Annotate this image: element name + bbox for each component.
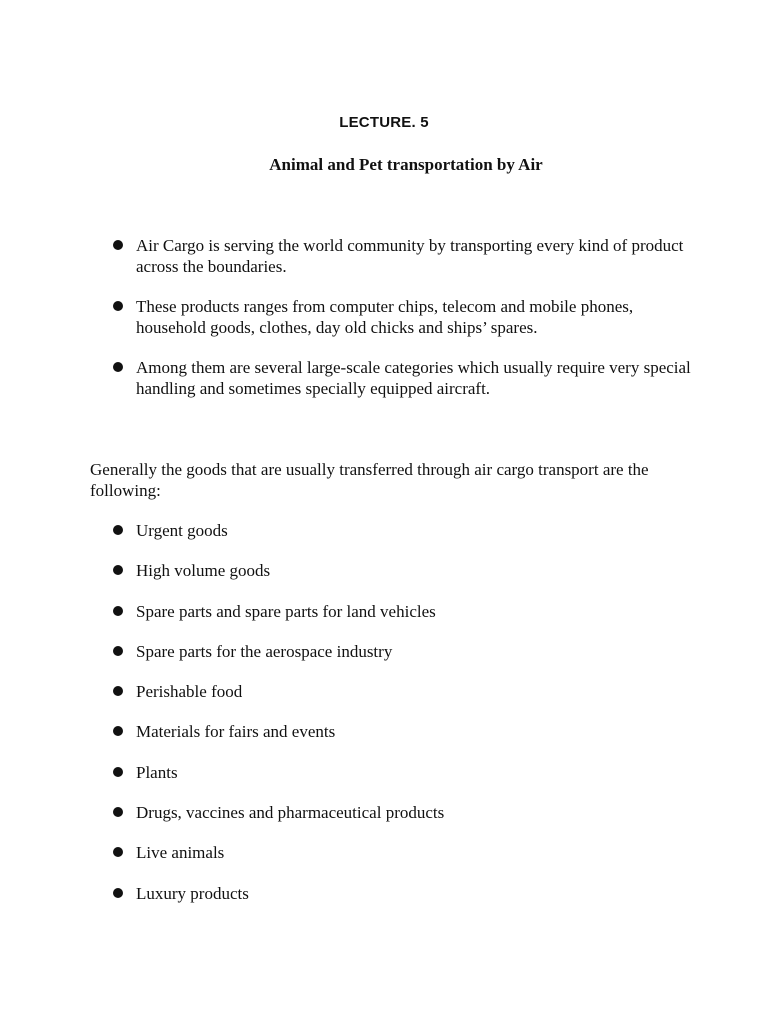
bullet-icon — [113, 525, 123, 535]
bullet-icon — [113, 767, 123, 777]
goods-intro-paragraph: Generally the goods that are usually transferred through air cargo transport are the following: — [90, 460, 649, 500]
intro-bullet-item — [113, 357, 693, 399]
goods-list-item — [113, 762, 693, 783]
intro-bullet-item — [113, 296, 693, 338]
goods-item-text: Luxury products — [136, 883, 249, 903]
bullet-icon — [113, 565, 123, 575]
goods-item-text: Live animals — [136, 843, 225, 863]
intro-bullet-text: These products ranges from computer chips, telecom and mobile phones, household goods, clothes, day old chicks and ships’ spares. — [136, 297, 634, 337]
intro-bullet-text: Air Cargo is serving the world community by transporting every kind of product across the boundaries. — [136, 236, 684, 276]
goods-item-text: Spare parts and spare parts for land vehicles — [136, 601, 436, 621]
goods-list-item — [113, 883, 693, 904]
goods-item-text: Perishable food — [136, 682, 243, 702]
bullet-icon — [113, 888, 123, 898]
goods-list-item — [113, 560, 693, 581]
bullet-icon — [113, 362, 123, 372]
goods-list-item — [113, 721, 693, 742]
goods-item-text: Plants — [136, 762, 178, 782]
goods-list-item — [113, 681, 693, 702]
intro-bullet-item — [113, 235, 693, 277]
goods-item-text: Spare parts for the aerospace industry — [136, 641, 393, 661]
bullet-icon — [113, 686, 123, 696]
goods-list-item — [113, 802, 693, 823]
goods-item-text: High volume goods — [136, 561, 271, 581]
bullet-icon — [113, 240, 123, 250]
document-title: Animal and Pet transportation by Air — [269, 155, 543, 174]
bullet-icon — [113, 301, 123, 311]
goods-list-item — [113, 601, 693, 622]
bullet-icon — [113, 646, 123, 656]
bullet-icon — [113, 847, 123, 857]
goods-item-text: Materials for fairs and events — [136, 722, 336, 742]
bullet-icon — [113, 807, 123, 817]
goods-item-text: Drugs, vaccines and pharmaceutical products — [136, 803, 445, 823]
intro-bullet-text: Among them are several large-scale categories which usually require very special handling and sometimes specially equipped aircraft. — [136, 358, 691, 398]
goods-bullet-list — [113, 520, 693, 923]
goods-item-text: Urgent goods — [136, 521, 228, 540]
bullet-icon — [113, 606, 123, 616]
intro-bullet-list — [113, 235, 693, 418]
bullet-icon — [113, 726, 123, 736]
goods-list-item — [113, 520, 693, 541]
goods-list-item — [113, 842, 693, 863]
lecture-label: LECTURE. 5 — [339, 114, 429, 131]
goods-list-item — [113, 641, 693, 662]
